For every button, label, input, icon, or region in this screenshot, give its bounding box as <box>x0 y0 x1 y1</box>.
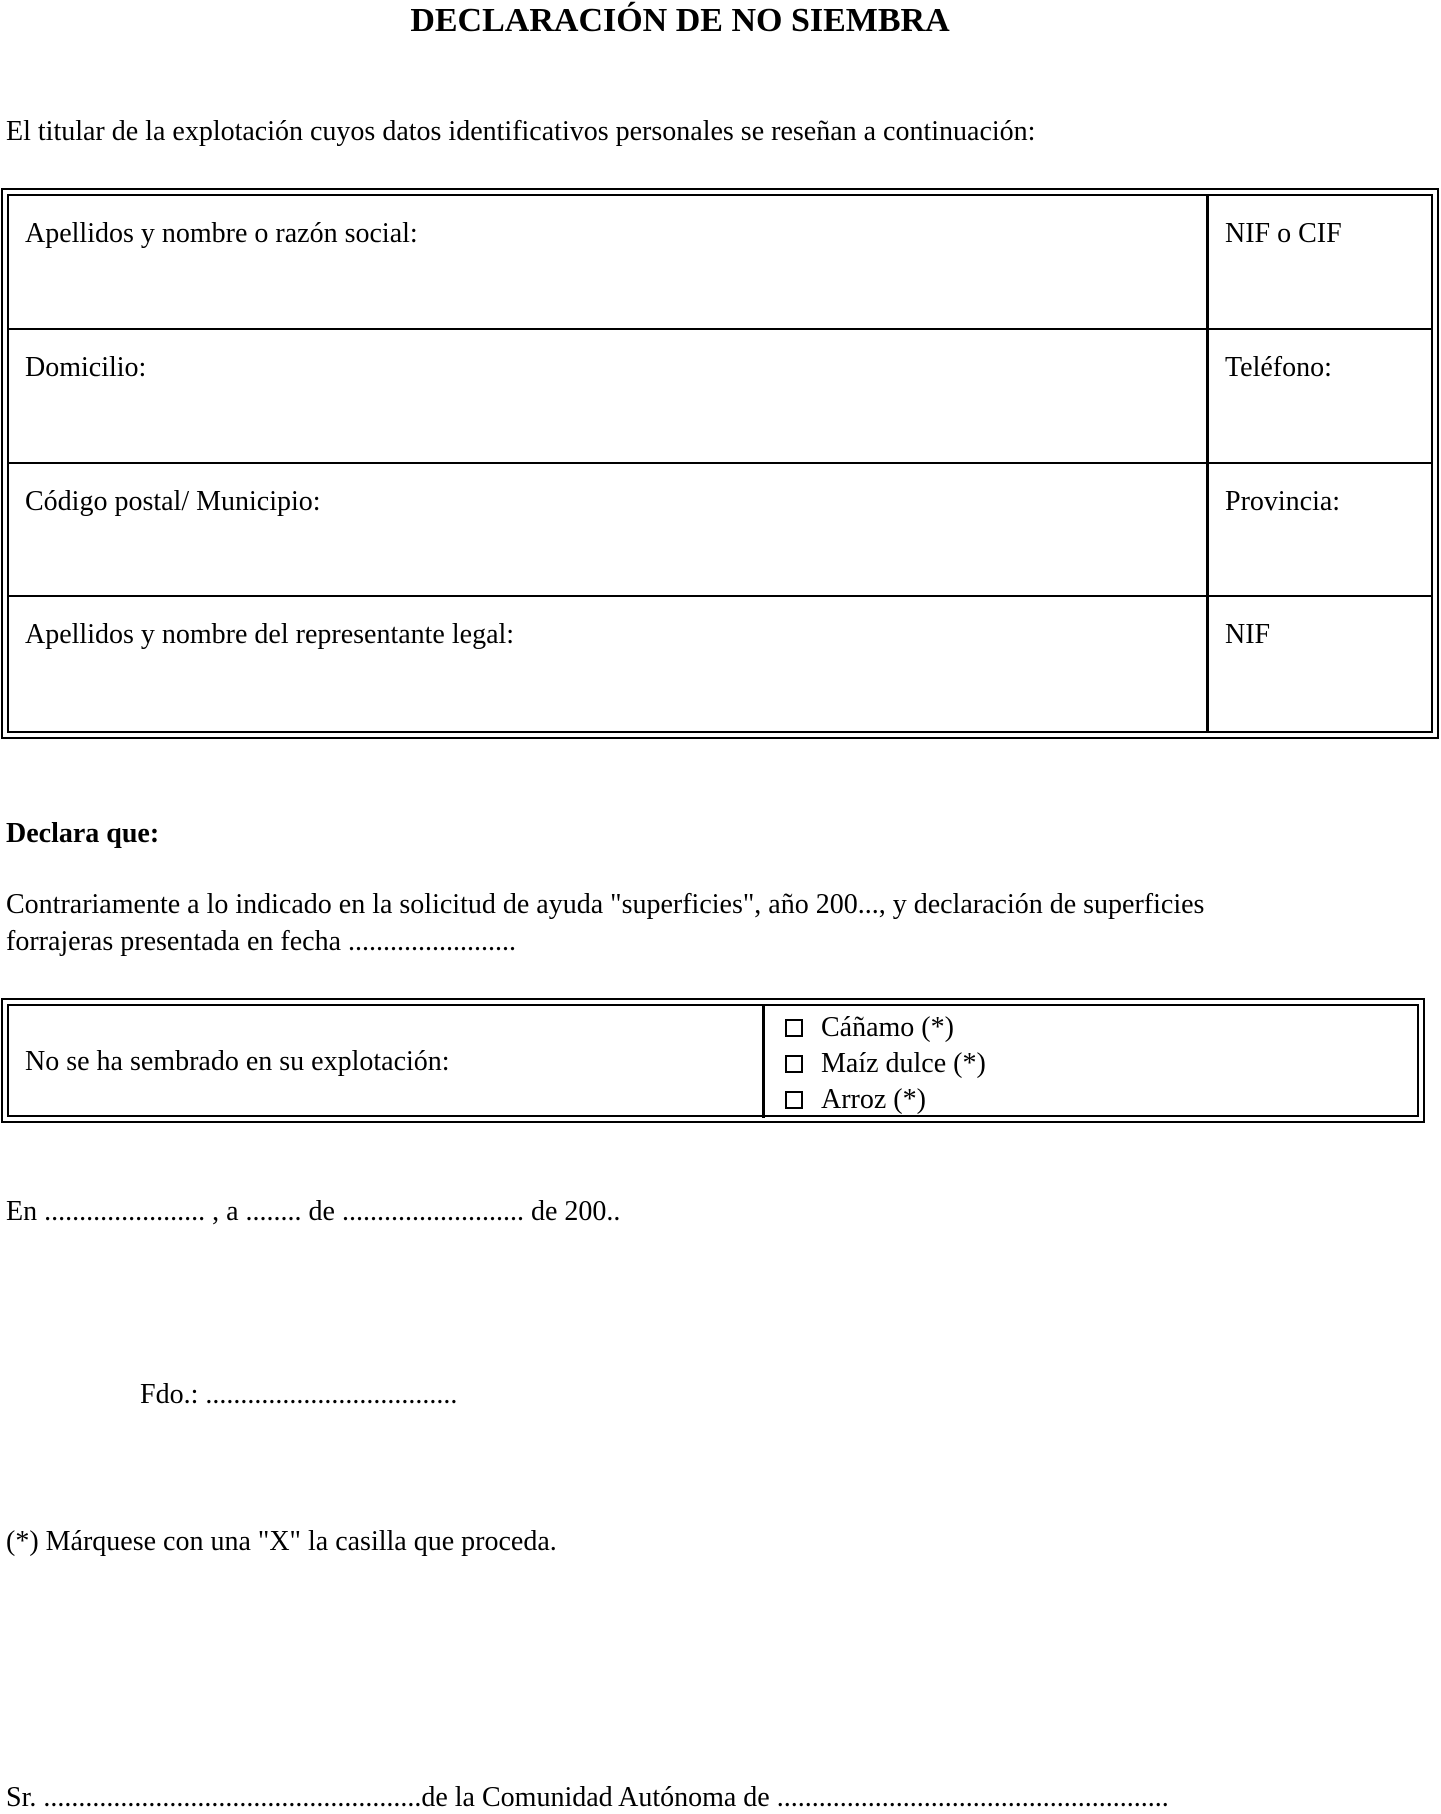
checkbox-arroz[interactable] <box>785 1091 803 1109</box>
representative-nif-label: NIF <box>1225 619 1271 651</box>
address-field[interactable] <box>9 330 1209 464</box>
option-maiz-dulce[interactable] <box>785 1046 1417 1082</box>
intro-text: El titular de la explotación cuyos datos identificativos personales se reseñan a continuación: <box>6 116 1036 147</box>
declaration-paragraph-line2: forrajeras presentada en fecha ........................ <box>6 926 517 957</box>
postal-code-field[interactable] <box>9 464 1209 598</box>
option-label: Cáñamo (*) <box>821 1012 954 1043</box>
postal-code-label: Código postal/ Municipio: <box>25 485 321 517</box>
option-arroz[interactable] <box>785 1082 1417 1118</box>
crops-table <box>1 998 1425 1123</box>
option-label: Maíz dulce (*) <box>821 1048 986 1079</box>
option-canamo[interactable] <box>785 1010 1417 1046</box>
declaration-paragraph-line1: Contrariamente a lo indicado en la solicitud de ayuda "superficies", año 200..., y declaración de superficies <box>6 889 1205 920</box>
checkbox-canamo[interactable] <box>785 1019 803 1037</box>
province-field[interactable] <box>1209 464 1431 598</box>
nif-cif-field[interactable] <box>1209 196 1431 330</box>
legal-representative-label: Apellidos y nombre del representante legal: <box>25 619 515 651</box>
place-date-line: En ....................... , a ........ de .......................... de 200.. <box>6 1196 621 1227</box>
legal-representative-field[interactable] <box>9 597 1209 731</box>
phone-label: Teléfono: <box>1225 351 1332 383</box>
checkbox-maiz-dulce[interactable] <box>785 1055 803 1073</box>
address-label: Domicilio: <box>25 351 147 383</box>
declara-heading: Declara que: <box>6 818 160 849</box>
crops-label-cell <box>9 1006 765 1118</box>
representative-nif-field[interactable] <box>1209 597 1431 731</box>
footnote: (*) Márquese con una "X" la casilla que proceda. <box>6 1526 557 1557</box>
province-label: Provincia: <box>1225 485 1341 517</box>
crops-label: No se ha sembrado en su explotación: <box>25 1046 450 1077</box>
name-field[interactable] <box>9 196 1209 330</box>
option-label: Arroz (*) <box>821 1084 926 1115</box>
addressee-line: Sr. ......................................................de la Comunidad Autónoma de ........................................................ <box>6 1782 1169 1813</box>
signature-line: Fdo.: .................................... <box>140 1379 458 1410</box>
name-label: Apellidos y nombre o razón social: <box>25 218 418 249</box>
crops-options-cell <box>765 1006 1417 1118</box>
document-title: DECLARACIÓN DE NO SIEMBRA <box>410 2 950 39</box>
nif-cif-label: NIF o CIF <box>1225 218 1342 249</box>
personal-data-table <box>1 188 1439 739</box>
phone-field[interactable] <box>1209 330 1431 464</box>
